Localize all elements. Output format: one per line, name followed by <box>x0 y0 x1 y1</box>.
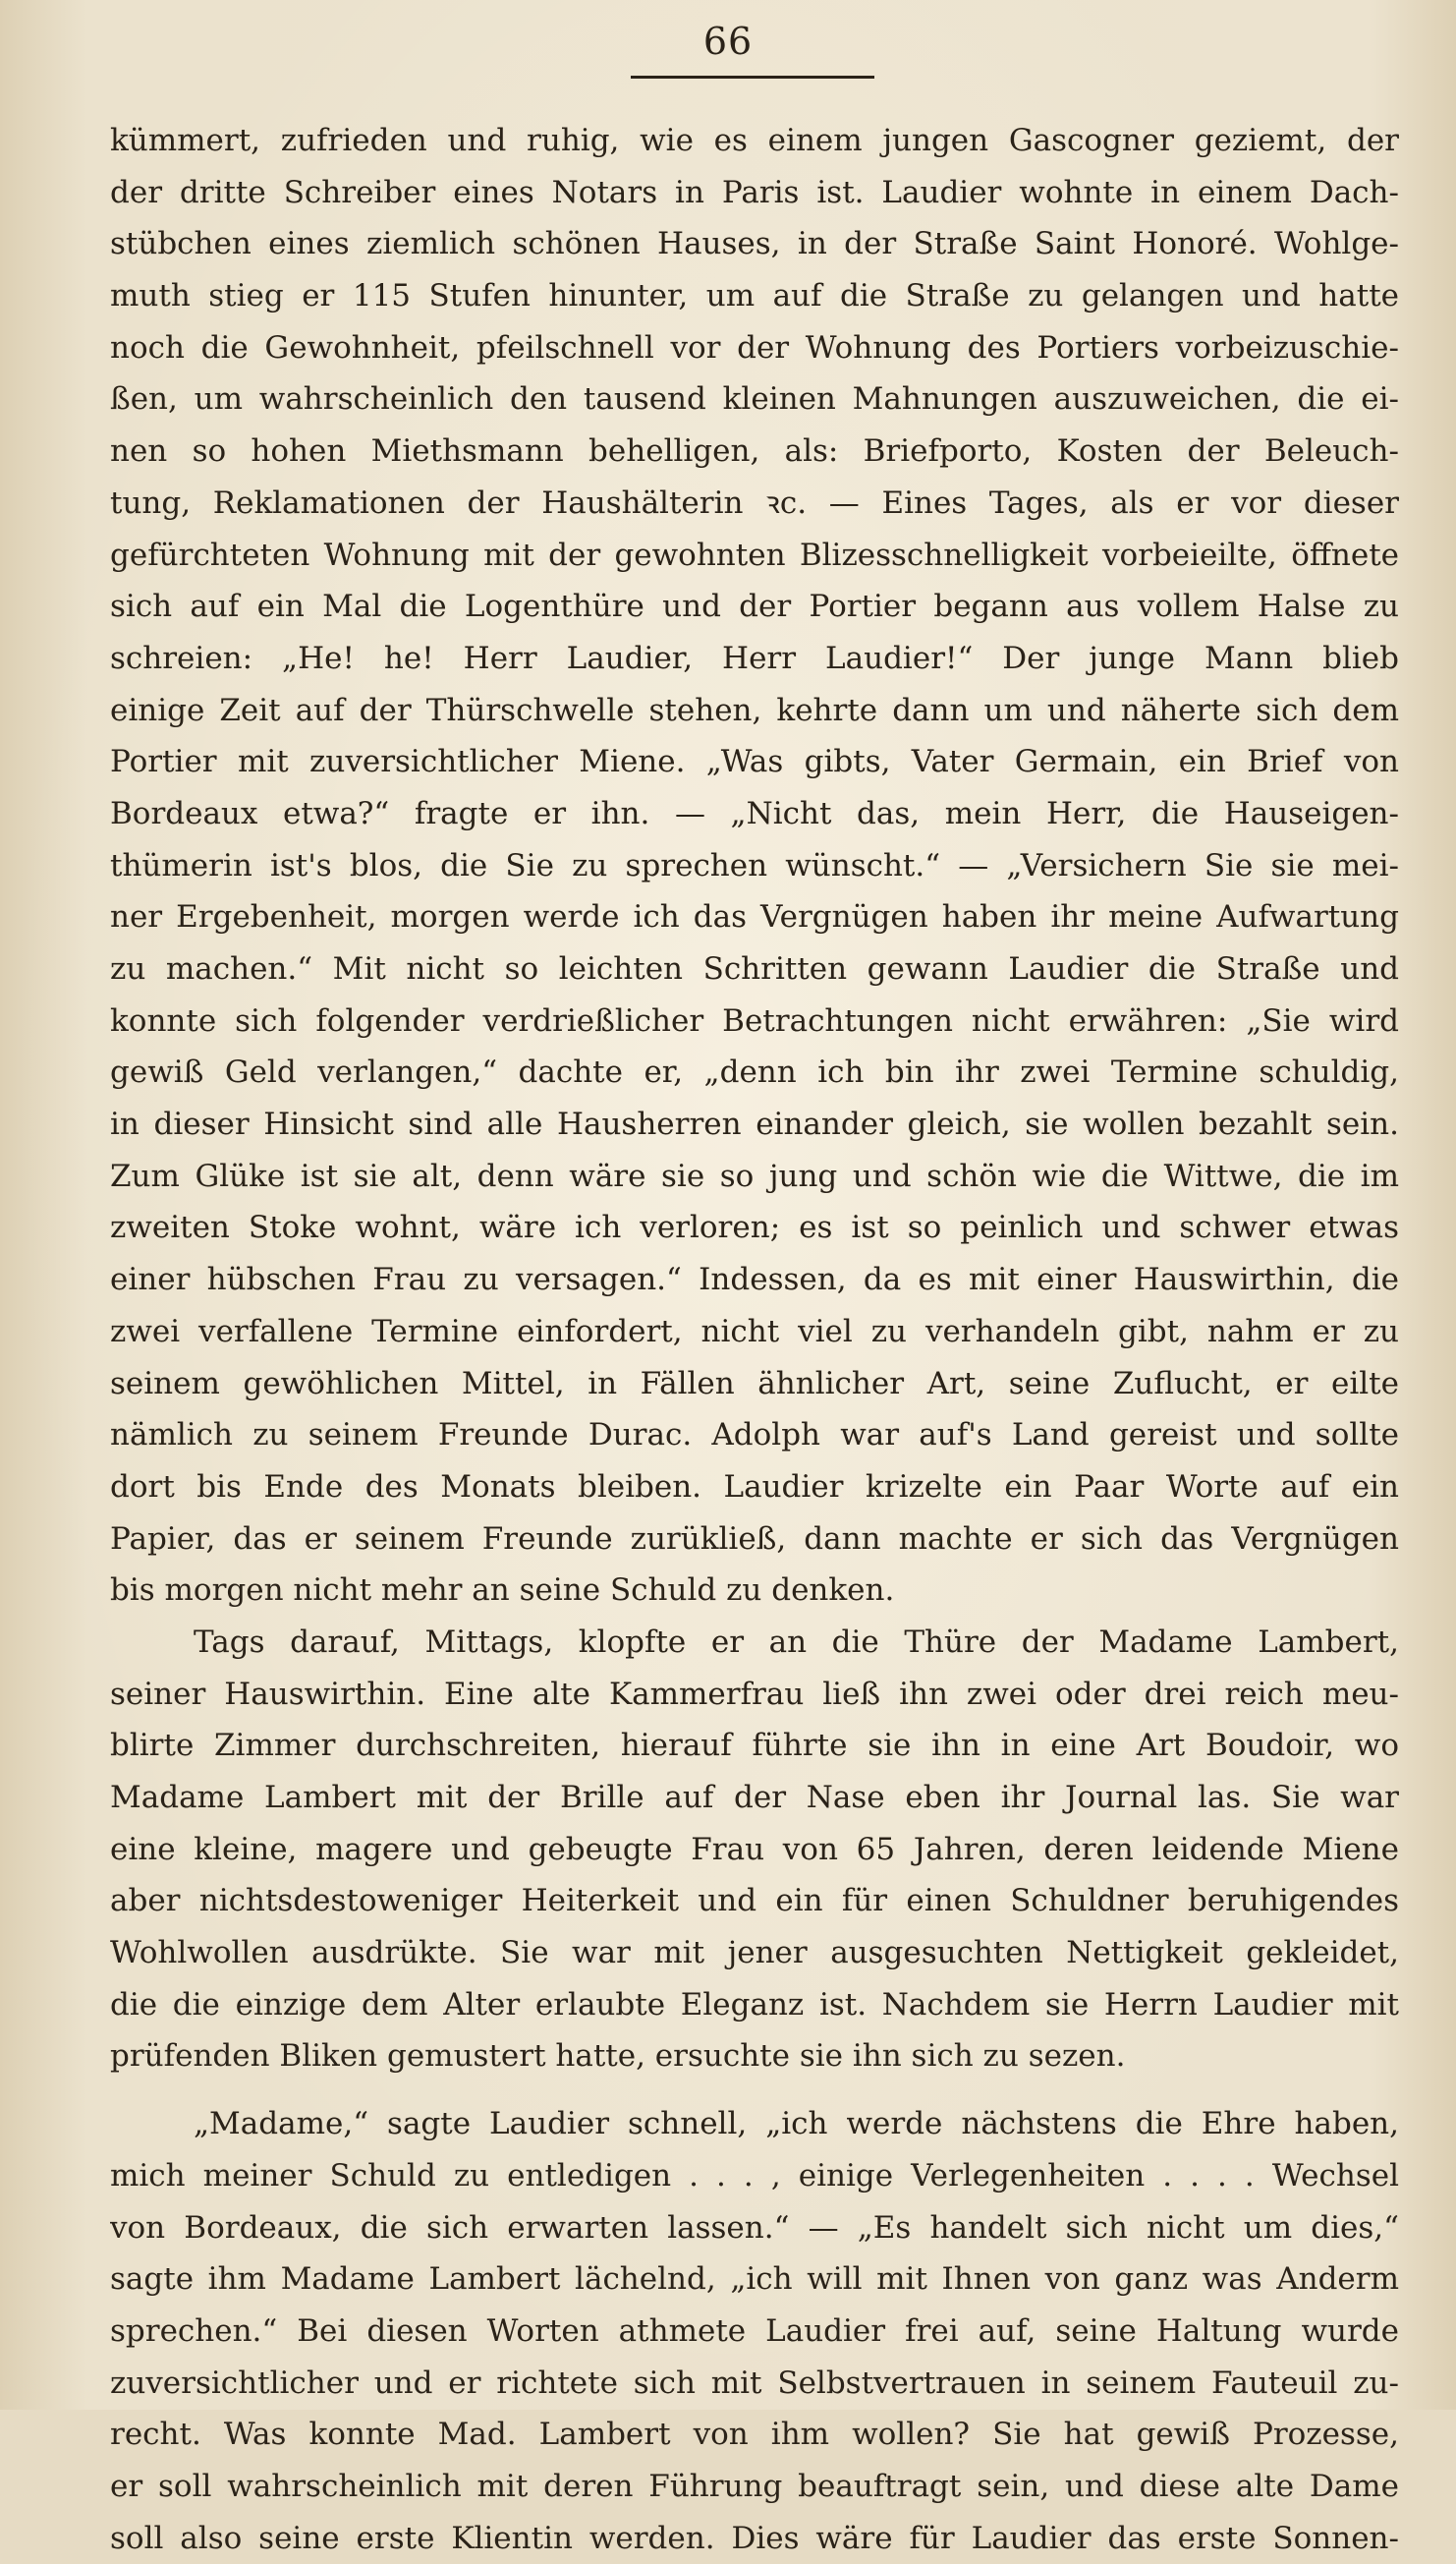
text-line: tung, Reklamationen der Haushälterin ꝛc. — Eines Tages, als er vor dieser <box>110 484 1399 521</box>
text-line: recht. Was konnte Mad. Lambert von ihm wollen? Sie hat gewiß Prozesse, <box>110 2417 1399 2453</box>
text-line: einer hübschen Frau zu versagen.“ Indessen, da es mit einer Hauswirthin, die <box>110 1262 1399 1298</box>
text-line: zu machen.“ Mit nicht so leichten Schritten gewann Laudier die Straße und <box>110 951 1399 987</box>
text-line: bis morgen nicht mehr an seine Schuld zu denken. <box>110 1572 895 1609</box>
text-line: konnte sich folgender verdrießlicher Betrachtungen nicht erwähren: „Sie wird <box>110 1002 1399 1039</box>
text-line: muth stieg er 115 Stufen hinunter, um auf die Straße zu gelangen und hatte <box>110 278 1399 314</box>
paragraph-1 <box>110 115 1399 1617</box>
text-line: zweiten Stoke wohnt, wäre ich verloren; es ist so peinlich und schwer etwas <box>110 1210 1399 1246</box>
text-line: thümerin ist's blos, die Sie zu sprechen wünscht.“ — „Versichern Sie sie mei- <box>110 847 1399 883</box>
text-line: er soll wahrscheinlich mit deren Führung beauftragt sein, und diese alte Dame <box>110 2468 1399 2504</box>
text-line: Bordeaux etwa?“ fragte er ihn. — „Nicht das, mein Herr, die Hauseigen- <box>110 795 1399 831</box>
text-line: sprechen.“ Bei diesen Worten athmete Laudier frei auf, seine Haltung wurde <box>110 2312 1399 2349</box>
text-line: schreien: „He! he! Herr Laudier, Herr Laudier!“ Der junge Mann blieb <box>110 640 1399 676</box>
text-line: Zum Glüke ist sie alt, denn wäre sie so jung und schön wie die Wittwe, die im <box>110 1158 1399 1194</box>
text-line: Portier mit zuversichtlicher Miene. „Was gibts, Vater Germain, ein Brief von <box>110 744 1399 780</box>
text-line: gefürchteten Wohnung mit der gewohnten Blizesschnelligkeit vorbeieilte, öffnete <box>110 537 1399 573</box>
text-line: die die einzige dem Alter erlaubte Eleganz ist. Nachdem sie Herrn Laudier mit <box>110 1986 1399 2023</box>
text-line: sich auf ein Mal die Logenthüre und der Portier begann aus vollem Halse zu <box>110 589 1399 625</box>
text-line: in dieser Hinsicht sind alle Hausherren einander gleich, sie wollen bezahlt sein. <box>110 1107 1399 1143</box>
page-number: 66 <box>702 20 754 63</box>
text-line: aber nichtsdestoweniger Heiterkeit und ein für einen Schuldner beruhigendes <box>110 1883 1399 1919</box>
text-line: Wohlwollen ausdrükte. Sie war mit jener ausgesuchten Nettigkeit gekleidet, <box>110 1935 1399 1971</box>
text-line: Papier, das er seinem Freunde zurükließ, dann machte er sich das Vergnügen <box>110 1520 1399 1557</box>
text-line: zuversichtlicher und er richtete sich mit Selbstvertrauen in seinem Fauteuil zu- <box>110 2365 1399 2401</box>
text-line: soll also seine erste Klientin werden. Dies wäre für Laudier das erste Sonnen- <box>110 2520 1399 2556</box>
text-line: dort bis Ende des Monats bleiben. Laudier krizelte ein Paar Worte auf ein <box>110 1468 1399 1505</box>
text-line: seiner Hauswirthin. Eine alte Kammerfrau ließ ihn zwei oder drei reich meu- <box>110 1676 1399 1712</box>
text-line: mich meiner Schuld zu entledigen . . . , einige Verlegenheiten . . . . Wechsel <box>110 2157 1399 2194</box>
text-line: eine kleine, magere und gebeugte Frau von 65 Jahren, deren leidende Miene <box>110 1831 1399 1867</box>
text-line: ner Ergebenheit, morgen werde ich das Vergnügen haben ihr meine Aufwartung <box>110 899 1399 936</box>
text-line: nen so hohen Miethsmann behelligen, als: Briefporto, Kosten der Beleuch- <box>110 433 1399 470</box>
paragraph-3 <box>110 2098 1399 2564</box>
paragraph-2 <box>110 1617 1399 2082</box>
text-line: nämlich zu seinem Freunde Durac. Adolph war auf's Land gereist und sollte <box>110 1417 1399 1453</box>
text-line: Madame Lambert mit der Brille auf der Nase eben ihr Journal las. Sie war <box>110 1780 1399 1815</box>
text-line: gewiß Geld verlangen,“ dachte er, „denn ich bin ihr zwei Termine schuldig, <box>110 1054 1399 1091</box>
text-line: zwei verfallene Termine einfordert, nicht viel zu verhandeln gibt, nahm er zu <box>110 1313 1399 1349</box>
body-text <box>110 115 1399 2564</box>
text-line: Tags darauf, Mittags, klopfte er an die Thüre der Madame Lambert, <box>194 1624 1399 1660</box>
text-line: der dritte Schreiber eines Notars in Paris ist. Laudier wohnte in einem Dach- <box>110 174 1399 210</box>
text-line: blirte Zimmer durchschreiten, hierauf führte sie ihn in eine Art Boudoir, wo <box>110 1728 1399 1764</box>
text-line: sagte ihm Madame Lambert lächelnd, „ich will mit Ihnen von ganz was Anderm <box>110 2261 1399 2298</box>
text-line: seinem gewöhlichen Mittel, in Fällen ähnlicher Art, seine Zuflucht, er eilte <box>110 1365 1399 1401</box>
text-line: stübchen eines ziemlich schönen Hauses, in der Straße Saint Honoré. Wohlge- <box>110 226 1399 262</box>
header-rule <box>631 76 874 79</box>
text-line: kümmert, zufrieden und ruhig, wie es einem jungen Gascogner geziemt, der <box>110 123 1399 158</box>
text-line: ßen, um wahrscheinlich den tausend kleinen Mahnungen auszuweichen, die ei- <box>110 381 1399 418</box>
text-line: noch die Gewohnheit, pfeilschnell vor der Wohnung des Portiers vorbeizuschie- <box>110 329 1399 366</box>
paragraph-gap <box>110 2082 1399 2098</box>
text-line: prüfenden Bliken gemustert hatte, ersuchte sie ihn sich zu sezen. <box>110 2038 1126 2075</box>
text-line: von Bordeaux, die sich erwarten lassen.“ — „Es handelt sich nicht um dies,“ <box>110 2209 1399 2246</box>
text-line: „Madame,“ sagte Laudier schnell, „ich werde nächstens die Ehre haben, <box>194 2106 1399 2142</box>
text-line: einige Zeit auf der Thürschwelle stehen, kehrte dann um und näherte sich dem <box>110 692 1399 728</box>
